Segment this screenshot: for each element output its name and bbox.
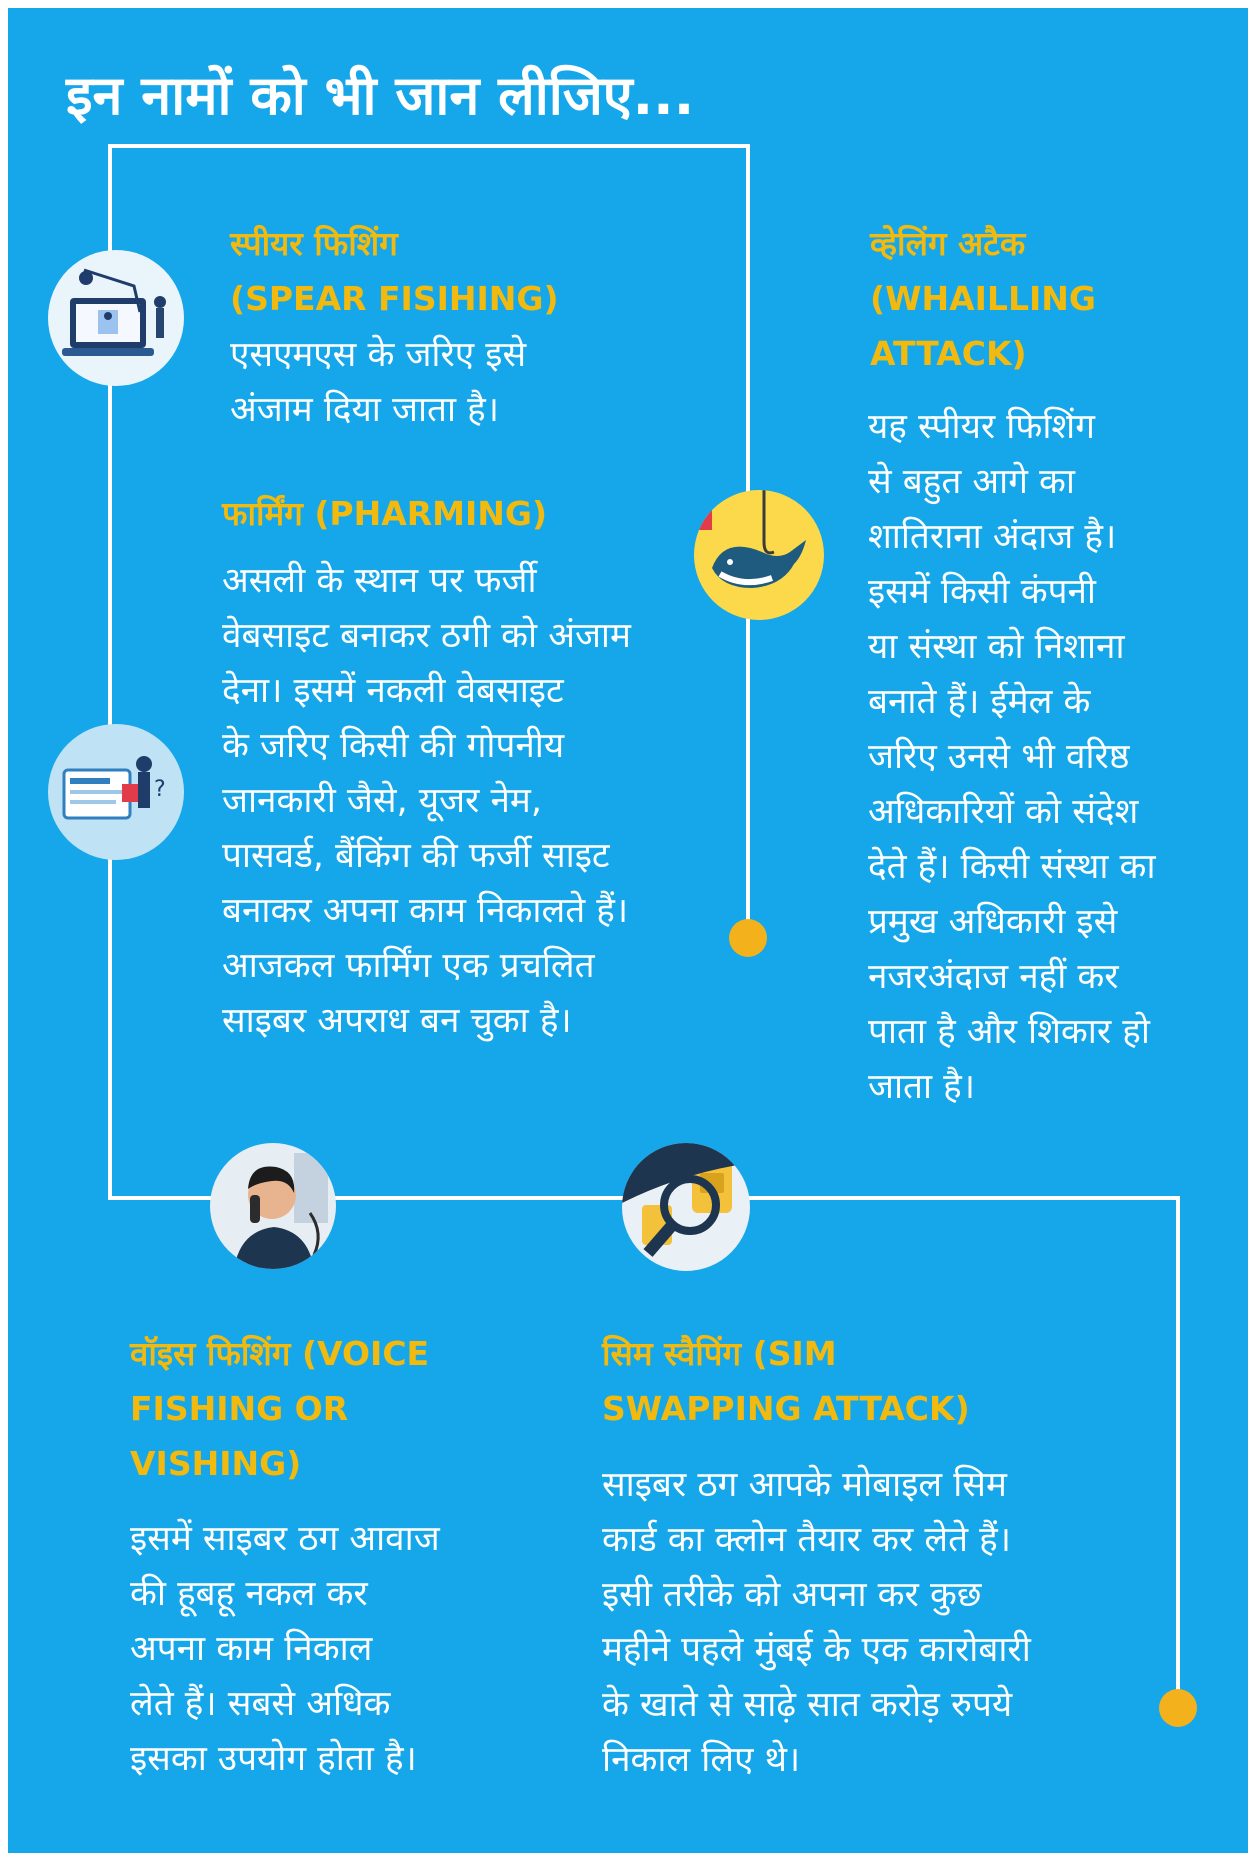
voice-heading-line: FISHING OR — [130, 1389, 349, 1428]
spear-heading-english: (SPEAR FISIHING) — [230, 279, 559, 318]
voice-heading-line: वॉइस फिशिंग (VOICE — [130, 1334, 430, 1373]
sim-heading-line: सिम स्वैपिंग (SIM — [602, 1334, 837, 1373]
whaling-heading-line: व्हेलिंग अटैक — [870, 224, 1026, 263]
pharming-heading — [222, 486, 547, 541]
whaling-heading-line: ATTACK) — [870, 334, 1027, 373]
malware-screen-icon — [48, 724, 184, 860]
sim-swapping-body — [602, 1458, 1031, 1788]
whaling-body-line: प्रमुख अधिकारी इसे — [868, 902, 1118, 942]
whaling-heading-line: (WHAILLING — [870, 279, 1096, 318]
whaling-body-line: नजरअंदाज नहीं कर — [868, 957, 1119, 997]
pharming-body-line: जानकारी जैसे, यूजर नेम, — [222, 781, 542, 821]
spear-phishing-body — [230, 328, 526, 438]
whaling-body-line: इसमें किसी कंपनी — [868, 572, 1096, 612]
pharming-body-line: आजकल फार्मिंग एक प्रचलित — [222, 946, 595, 986]
whaling-body-line: पाता है और शिकार हो — [868, 1012, 1150, 1052]
phone-call-icon — [210, 1143, 336, 1269]
pharming-body-line: बनाकर अपना काम निकालते हैं। — [222, 891, 629, 931]
voice-body-line: अपना काम निकाल — [130, 1629, 373, 1669]
whaling-heading — [870, 216, 1096, 381]
voice-body-line: इसमें साइबर ठग आवाज — [130, 1519, 440, 1559]
whaling-body-line: शातिराना अंदाज है। — [868, 517, 1117, 557]
whaling-body-line: अधिकारियों को संदेश — [868, 792, 1139, 832]
svg-text:?: ? — [154, 777, 166, 802]
spear-body-line: अंजाम दिया जाता है। — [230, 390, 499, 430]
sim-body-line: इसी तरीके को अपना कर कुछ — [602, 1575, 982, 1615]
page-title: इन नामों को भी जान लीजिए... — [66, 64, 695, 127]
sim-card-icon — [622, 1143, 750, 1271]
voice-body-line: लेते हैं। सबसे अधिक — [130, 1684, 391, 1724]
pharming-body-line: देना। इसमें नकली वेबसाइट — [222, 671, 564, 711]
whaling-body-line: से बहुत आगे का — [868, 462, 1075, 502]
whaling-body-line: यह स्पीयर फिशिंग — [868, 407, 1095, 447]
pharming-body — [222, 554, 631, 1049]
sim-body-line: निकाल लिए थे। — [602, 1740, 801, 1780]
pharming-body-line: साइबर अपराध बन चुका है। — [222, 1001, 572, 1041]
sim-body-line: के खाते से साढ़े सात करोड़ रुपये — [602, 1685, 1013, 1725]
sim-body-line: महीने पहले मुंबई के एक कारोबारी — [602, 1630, 1031, 1670]
pharming-body-line: पासवर्ड, बैंकिंग की फर्जी साइट — [222, 836, 610, 876]
voice-body-line: इसका उपयोग होता है। — [130, 1739, 417, 1779]
whaling-body-line: जाता है। — [868, 1067, 976, 1107]
infographic — [8, 8, 1248, 1853]
whaling-body-line: जरिए उनसे भी वरिष्ठ — [868, 737, 1130, 777]
voice-body-line: की हूबहू नकल कर — [130, 1574, 368, 1614]
sim-heading-line: SWAPPING ATTACK) — [602, 1389, 970, 1428]
timeline-dot — [729, 919, 767, 957]
sim-body-line: कार्ड का क्लोन तैयार कर लेते हैं। — [602, 1520, 1012, 1560]
voice-phishing-heading — [130, 1326, 429, 1491]
voice-heading-line: VISHING) — [130, 1444, 302, 1483]
spear-phishing-heading — [230, 216, 559, 326]
spear-heading-hindi: स्पीयर फिशिंग — [230, 224, 398, 263]
spear-body-line: एसएमएस के जरिए इसे — [230, 335, 527, 375]
sim-body-line: साइबर ठग आपके मोबाइल सिम — [602, 1465, 1007, 1505]
pharming-body-line: के जरिए किसी की गोपनीय — [222, 726, 565, 766]
phishing-laptop-icon — [48, 250, 184, 386]
timeline-dot — [1159, 1689, 1197, 1727]
whale-hook-icon — [694, 490, 824, 620]
voice-phishing-body — [130, 1512, 440, 1787]
pharming-heading-text: फार्मिंग (PHARMING) — [222, 494, 548, 533]
sim-swapping-heading — [602, 1326, 970, 1436]
pharming-body-line: वेबसाइट बनाकर ठगी को अंजाम — [222, 616, 631, 656]
whaling-body-line: या संस्था को निशाना — [868, 627, 1125, 667]
whaling-body — [868, 400, 1156, 1115]
whaling-body-line: देते हैं। किसी संस्था का — [868, 847, 1156, 887]
whaling-body-line: बनाते हैं। ईमेल के — [868, 682, 1091, 722]
pharming-body-line: असली के स्थान पर फर्जी — [222, 561, 537, 601]
